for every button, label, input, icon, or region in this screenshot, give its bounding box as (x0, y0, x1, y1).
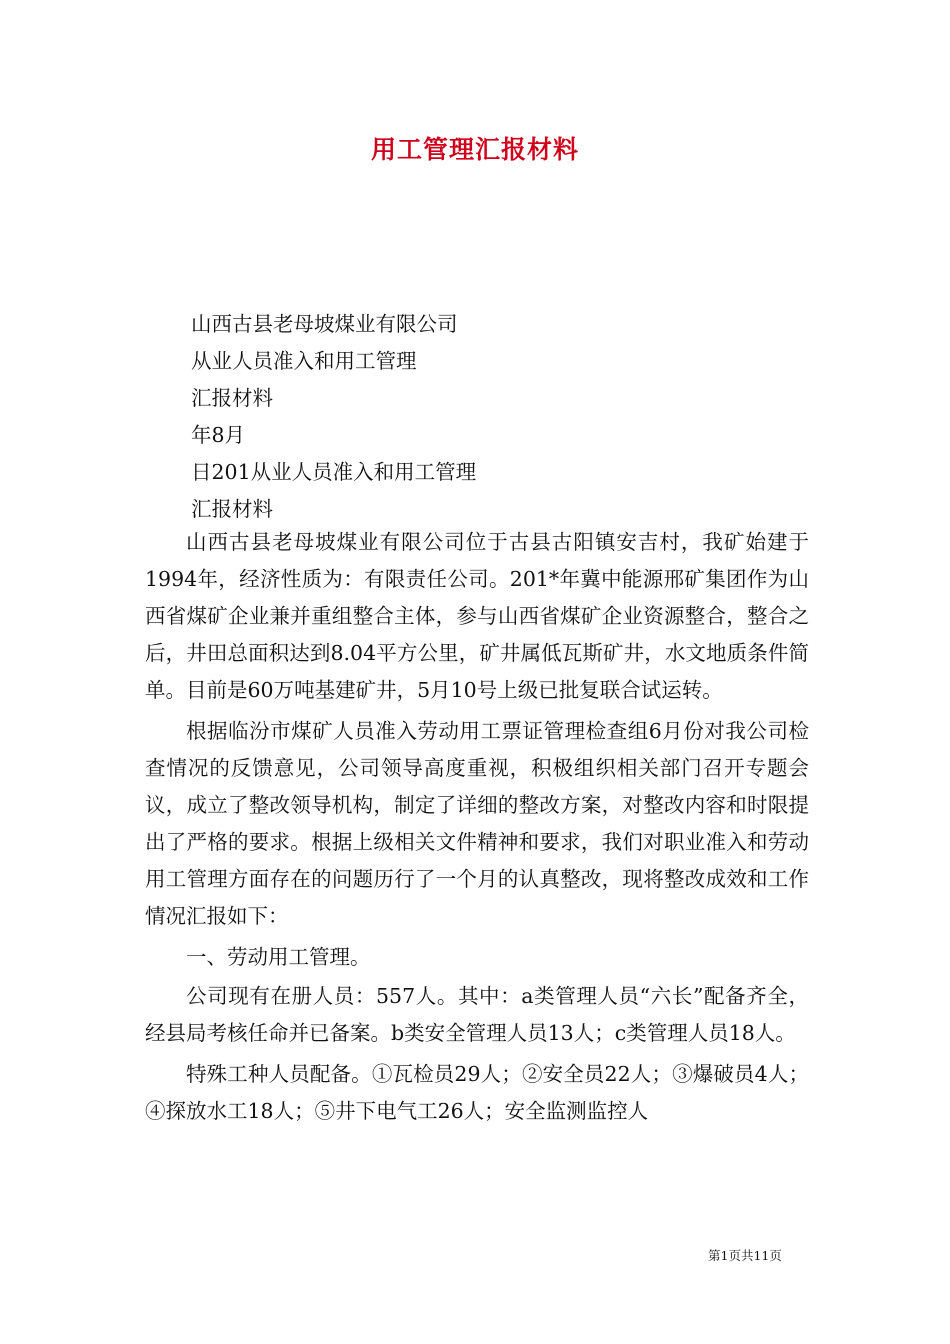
section-heading-labor: 一、劳动用工管理。 (186, 945, 371, 969)
heading-line: 山西古县老母坡煤业有限公司 (191, 312, 458, 336)
paragraph-special-workers: 特殊工种人员配备。①瓦检员29人；②安全员22人；③爆破员4人；④探放水工18人；⑤井下电气工26人；安全监测监控人 (145, 1062, 809, 1123)
heading-block (191, 306, 831, 528)
heading-line: 日201从业人员准入和用工管理 (191, 460, 477, 484)
paragraph-rectification: 根据临汾市煤矿人员准入劳动用工票证管理检查组6月份对我公司检查情况的反馈意见，公司领导高度重视，积极组织相关部门召开专题会议，成立了整改领导机构，制定了详细的整改方案，对整改内容和时限提出了严格的要求。根据上级相关文件精神和要求，我们对职业准入和劳动用工管理方面存在的问题历行了一个月的认真整改，现将整改成效和工作情况汇报如下： (145, 719, 809, 928)
body-text (145, 524, 809, 1134)
heading-line: 年8月 (191, 423, 246, 447)
heading-line: 从业人员准入和用工管理 (191, 349, 417, 373)
document-title: 用工管理汇报材料 (370, 135, 579, 164)
paragraph-staff-count: 公司现有在册人员：557人。其中：a类管理人员“六长”配备齐全，经县局考核任命并已备案。b类安全管理人员13人；c类管理人员18人。 (145, 984, 809, 1045)
paragraph-company-intro: 山西古县老母坡煤业有限公司位于古县古阳镇安吉村，我矿始建于1994年，经济性质为：有限责任公司。201*年冀中能源邢矿集团作为山西省煤矿企业兼并重组整合主体，参与山西省煤矿企业资源整合，整合之后，井田总面积达到8.04平方公里，矿井属低瓦斯矿井，水文地质条件简单。目前是60万吨基建矿井，5月10号上级已批复联合试运转。 (145, 530, 809, 702)
page-footer: 第1页共11页 (708, 1248, 782, 1263)
heading-line: 汇报材料 (191, 386, 273, 410)
heading-line: 汇报材料 (191, 497, 273, 521)
